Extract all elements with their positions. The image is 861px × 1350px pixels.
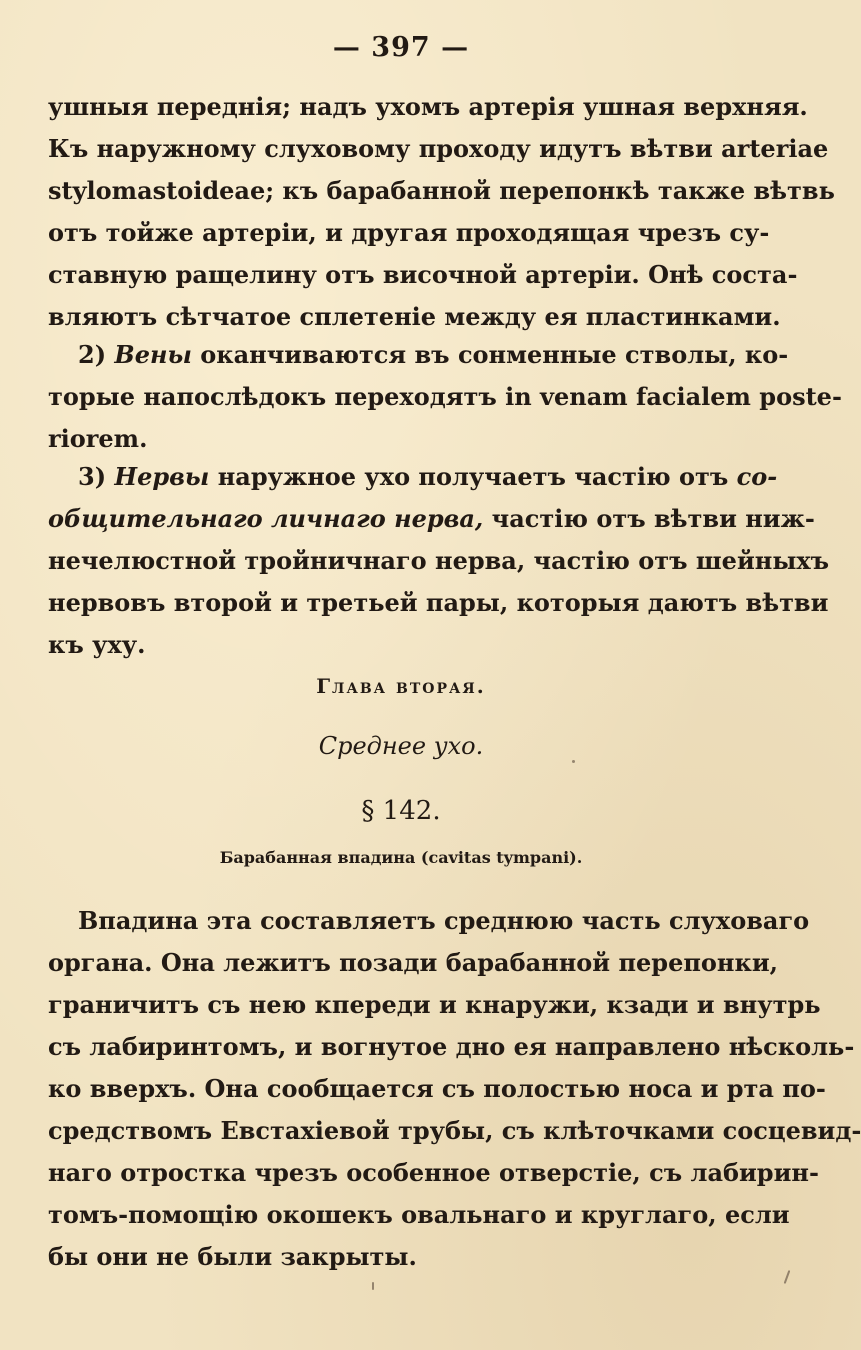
text-line: бы они не были закрыты.	[48, 1242, 417, 1271]
text-line: къ уху.	[48, 630, 146, 659]
text-line: вляютъ сѣтчатое сплетеніе между ея пластинками.	[48, 302, 781, 331]
text-line: средствомъ Евстахіевой трубы, съ клѣточками сосцевид-	[48, 1116, 861, 1145]
text-line: торые напослѣдокъ переходятъ in venam facialem poste-	[48, 382, 842, 411]
italic-word-start: со-	[736, 462, 778, 491]
page-number: — 397 —	[332, 32, 470, 63]
line-rest: оканчиваются въ сонменные стволы, ко-	[200, 340, 789, 369]
chapter-title: Глава вторая.	[316, 674, 486, 698]
paragraph-nerves	[48, 456, 830, 666]
paper-speck	[572, 760, 575, 763]
text-line: отъ тойже артеріи, и другая проходящая чрезъ су-	[48, 218, 770, 247]
text-line: томъ-помощію окошекъ овальнаго и круглаго, если	[48, 1200, 790, 1229]
item-number: 2)	[78, 340, 107, 369]
paragraph-tympanic-cavity	[48, 900, 861, 1278]
paragraph-veins	[48, 334, 842, 460]
section-number: § 142.	[361, 796, 441, 826]
line-rest: наружное ухо получаетъ частію отъ	[217, 462, 729, 491]
text-line: ставную ращелину отъ височной артеріи. Онѣ соста-	[48, 260, 798, 289]
text-line: ко вверхъ. Она сообщается съ полостью носа и рта по-	[48, 1074, 826, 1103]
text-line: наго отростка чрезъ особенное отверстіе, съ лабирин-	[48, 1158, 819, 1187]
text-line: Къ наружному слуховому проходу идутъ вѣтви arteriae	[48, 134, 829, 163]
text-line	[48, 498, 815, 540]
text-line: съ лабиринтомъ, и вогнутое дно ея направлено нѣсколь-	[48, 1032, 855, 1061]
section-title: Барабанная впадина (cavitas tympani).	[219, 848, 583, 867]
paper-speck	[372, 1282, 374, 1290]
chapter-subtitle: Среднее ухо.	[318, 732, 484, 760]
term-veins: Вены	[114, 340, 192, 369]
paper-speck	[784, 1270, 791, 1284]
text-line: stylomastoideae; къ барабанной перепонкѣ также вѣтвь	[48, 176, 835, 205]
text-line: нечелюстной тройничнаго нерва, частію отъ шейныхъ	[48, 546, 830, 575]
term-nerves: Нервы	[114, 462, 210, 491]
nerve-name-italic: общительнаго личнаго нерва,	[48, 504, 484, 533]
text-line: граничитъ съ нею кпереди и кнаружи, кзади и внутрь	[48, 990, 821, 1019]
text-line: нервовъ второй и третьей пары, которыя даютъ вѣтви	[48, 588, 829, 617]
paragraph-arteries-continuation	[48, 86, 835, 338]
item-number: 3)	[78, 462, 107, 491]
text-line	[48, 456, 778, 498]
text-line: органа. Она лежитъ позади барабанной перепонки,	[48, 948, 778, 977]
text-line	[48, 334, 789, 376]
text-line: riorem.	[48, 424, 148, 453]
text-line: Впадина эта составляетъ среднюю часть слуховаго	[78, 906, 810, 935]
text-line: ушныя переднія; надъ ухомъ артерія ушная верхняя.	[48, 92, 808, 121]
line-rest: частію отъ вѣтви ниж-	[491, 504, 815, 533]
